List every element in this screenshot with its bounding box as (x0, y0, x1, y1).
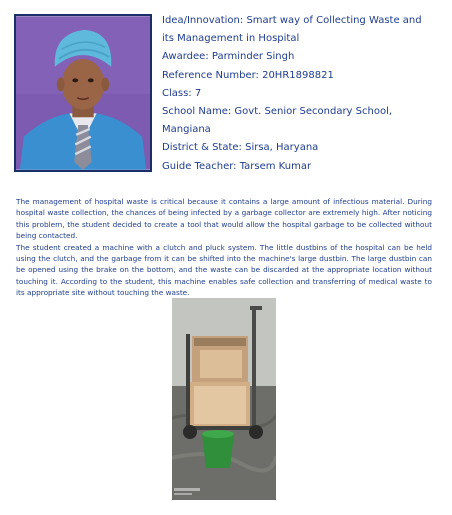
awardee-name: Awardee: Parminder Singh (162, 51, 295, 63)
reference-number: Reference Number: 20HR1898821 (162, 69, 334, 81)
class-value: Class: 7 (162, 87, 202, 99)
student-portrait (14, 14, 152, 172)
description-paragraph-1: The management of hospital waste is critical because it contains a large amount of infectious material. During hospital waste collection, the chances of being infected by a garbage collector are extremely high. After noticing this problem, the student decided to create a tool that would allow the hospital garbage to be collected without being contacted. (16, 197, 432, 241)
machine-photo (172, 298, 276, 500)
waste-collector-machine-photo (172, 298, 276, 500)
school-name-line1: School Name: Govt. Senior Secondary School, (162, 106, 393, 118)
guide-teacher: Guide Teacher: Tarsem Kumar (162, 160, 312, 172)
description-paragraph-2: The student created a machine with a clutch and pluck system. The little dustbins of the hospital can be held using the clutch, and the garbage from it can be shifted into the machine's large dustbin. The large dustbin can be opened using the brake on the bottom, and the waste can be discarded at the appropriate location without touching it. According to the student, this machine enables safe collection and transferring of medical waste to its appropriate site without touching the waste. (16, 242, 432, 298)
idea-title-line2: its Management in Hospital (162, 33, 300, 45)
school-name-line2: Mangiana (162, 124, 211, 136)
district-state: District & State: Sirsa, Haryana (162, 142, 319, 154)
idea-title-line1: Idea/Innovation: Smart way of Collecting Waste and (162, 15, 422, 26)
awardee-info (162, 12, 442, 176)
innovation-description (16, 196, 432, 299)
student-portrait-photo (16, 16, 150, 170)
